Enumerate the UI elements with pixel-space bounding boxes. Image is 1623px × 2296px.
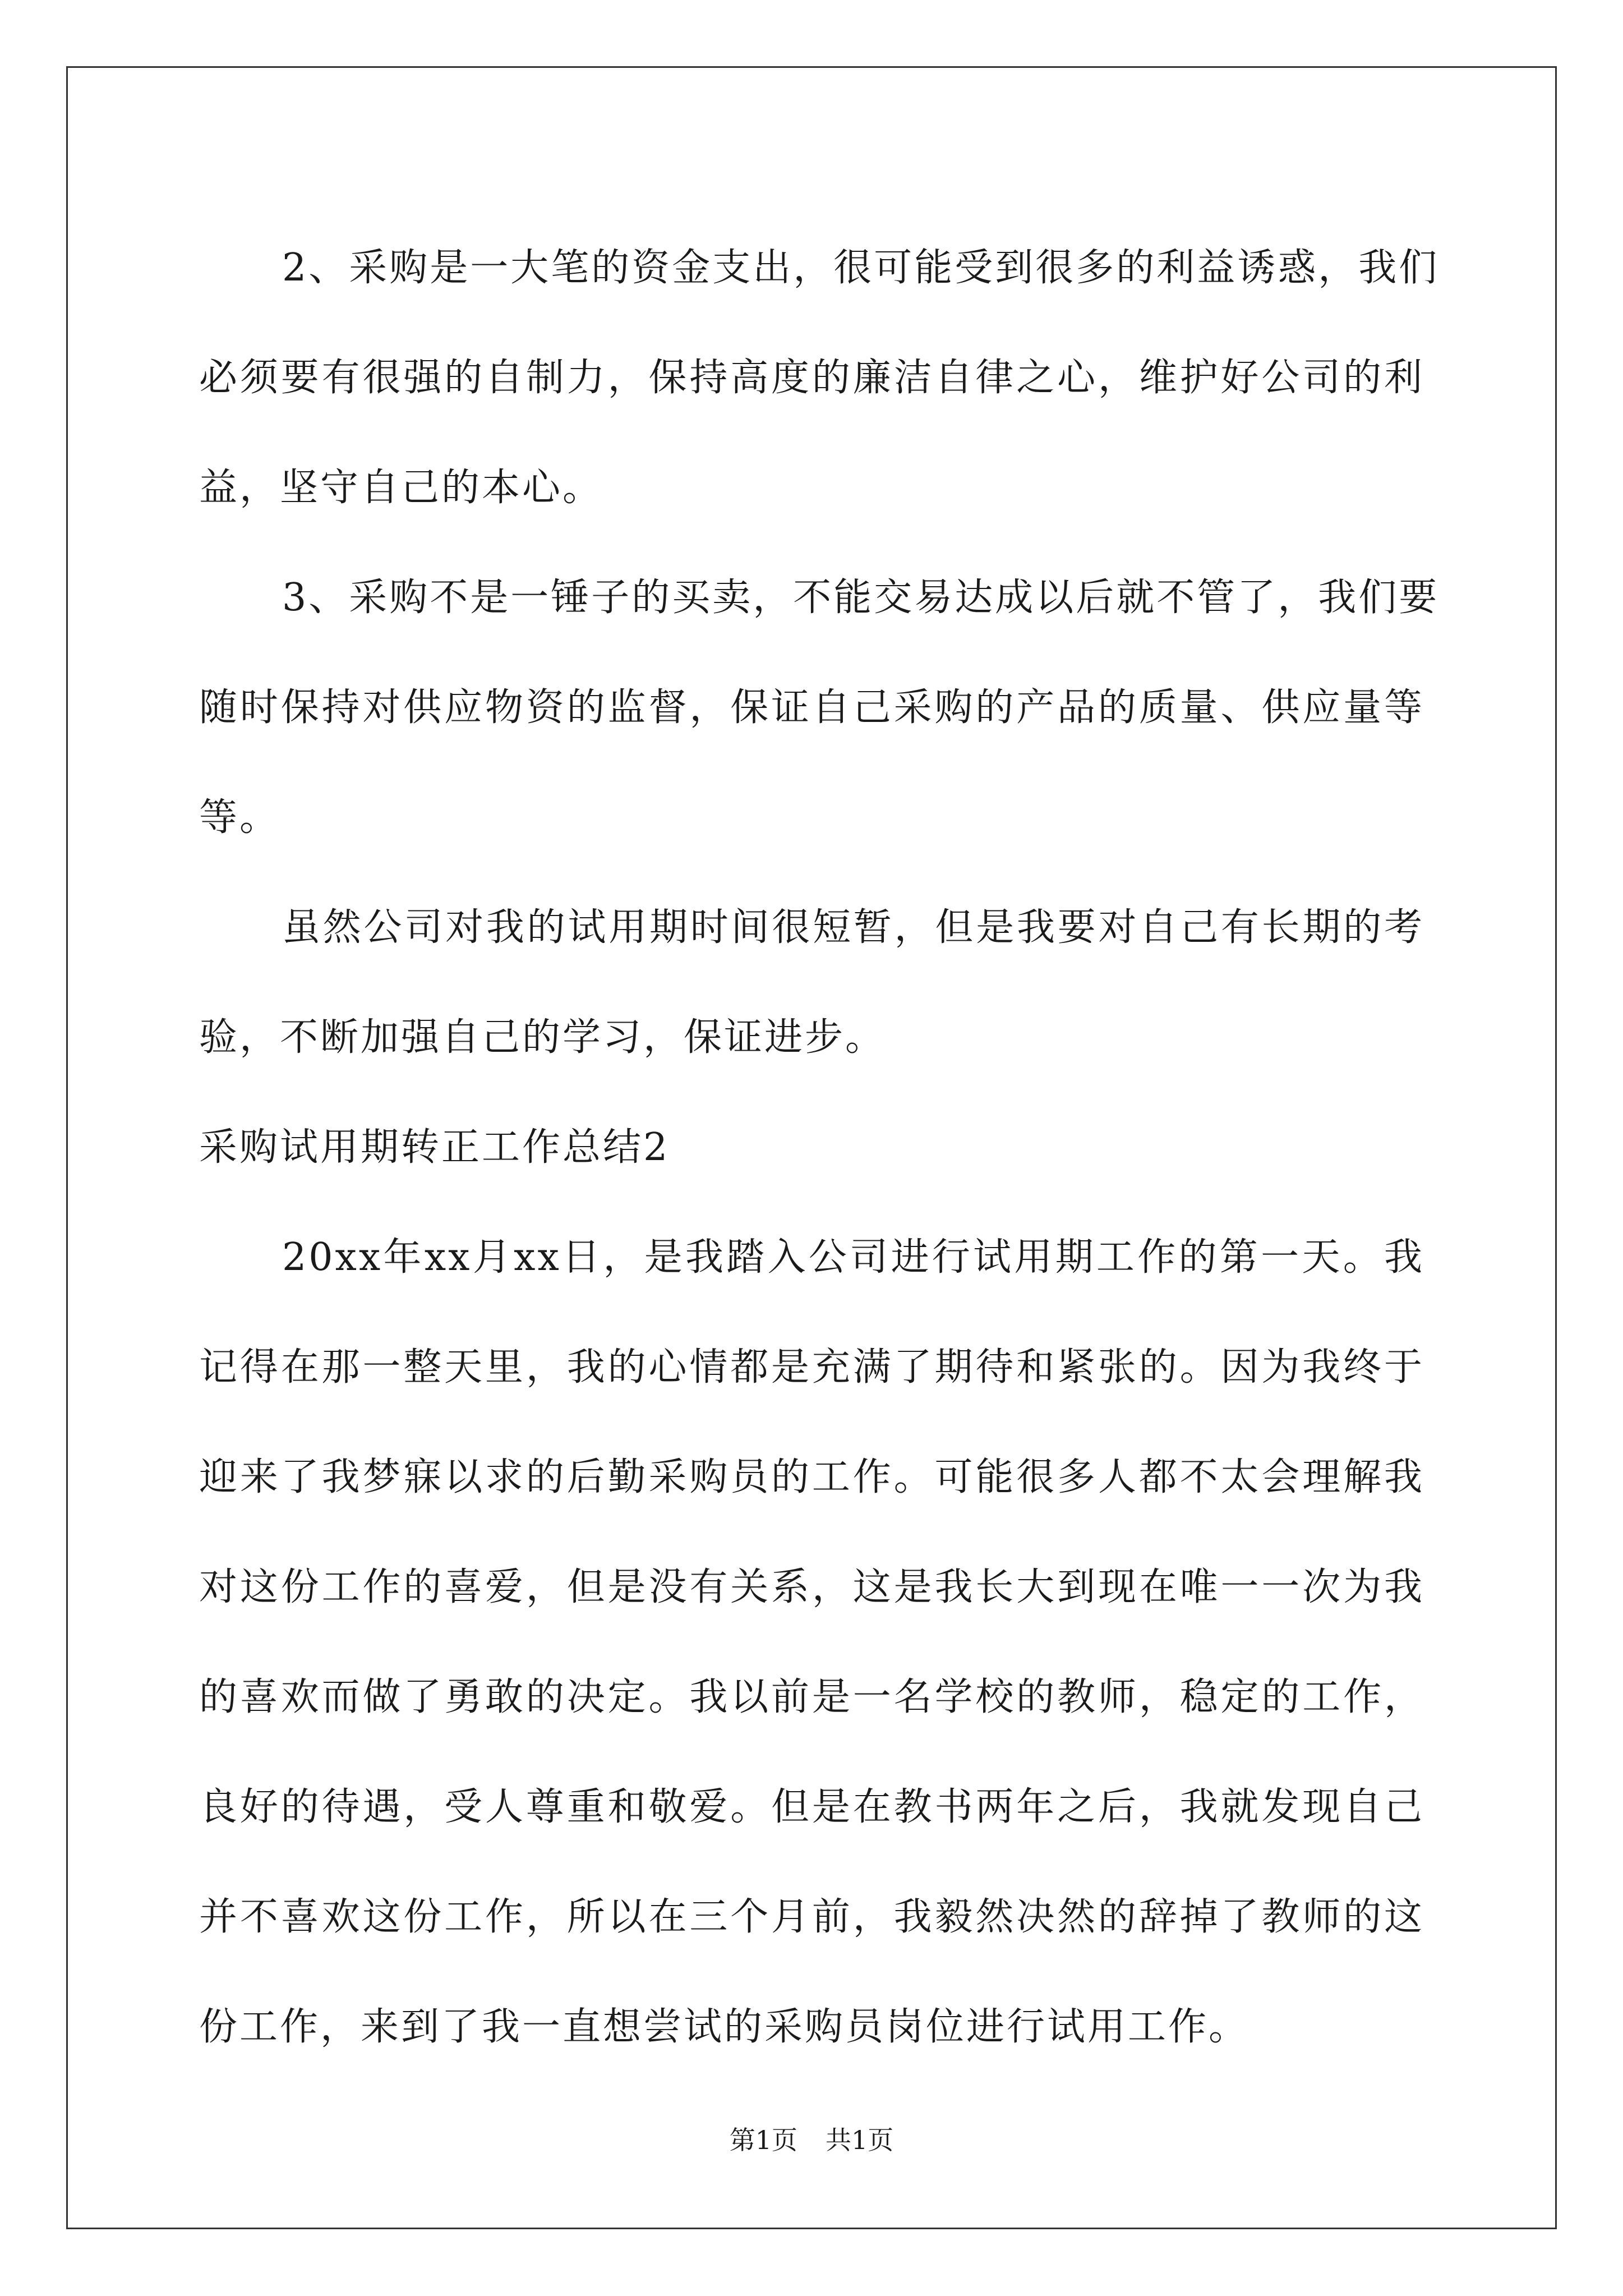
paragraph-line: 必须要有很强的自制力，保持高度的廉洁自律之心，维护好公司的利 <box>199 356 1424 400</box>
paragraph-line: 对这份工作的喜爱，但是没有关系，这是我长大到现在唯一一次为我 <box>199 1565 1424 1609</box>
paragraph-line: 良好的待遇，受人尊重和敬爱。但是在教书两年之后，我就发现自己 <box>199 1785 1424 1829</box>
paragraph-line: 虽然公司对我的试用期时间很短暂，但是我要对自己有长期的考 <box>282 905 1424 950</box>
paragraph-line: 迎来了我梦寐以求的后勤采购员的工作。可能很多人都不太会理解我 <box>199 1455 1424 1499</box>
document-body <box>199 213 1440 2082</box>
paragraph-line: 记得在那一整天里，我的心情都是充满了期待和紧张的。因为我终于 <box>199 1345 1424 1389</box>
paragraph-line: 2、采购是一大笔的资金支出，很可能受到很多的利益诱惑，我们 <box>282 246 1440 290</box>
page-footer <box>0 2123 1623 2157</box>
page-total: 共1页 <box>826 2125 894 2155</box>
section-heading: 采购试用期转正工作总结2 <box>199 1125 670 1170</box>
paragraph-line: 份工作，来到了我一直想尝试的采购员岗位进行试用工作。 <box>199 2005 1249 2049</box>
paragraph-line: 并不喜欢这份工作，所以在三个月前，我毅然决然的辞掉了教师的这 <box>199 1895 1424 1939</box>
paragraph-line: 的喜欢而做了勇敢的决定。我以前是一名学校的教师，稳定的工作， <box>199 1675 1424 1719</box>
paragraph-line: 益，坚守自己的本心。 <box>199 466 603 510</box>
paragraph-line: 3、采购不是一锤子的买卖，不能交易达成以后就不管了，我们要 <box>282 576 1440 620</box>
paragraph-line: 验，不断加强自己的学习，保证进步。 <box>199 1015 886 1060</box>
paragraph-line: 随时保持对供应物资的监督，保证自己采购的产品的质量、供应量等 <box>199 685 1424 730</box>
paragraph-line: 等。 <box>199 795 280 840</box>
paragraph-line: 20xx年xx月xx日，是我踏入公司进行试用期工作的第一天。我 <box>282 1235 1424 1280</box>
page-number: 第1页 <box>729 2125 797 2155</box>
